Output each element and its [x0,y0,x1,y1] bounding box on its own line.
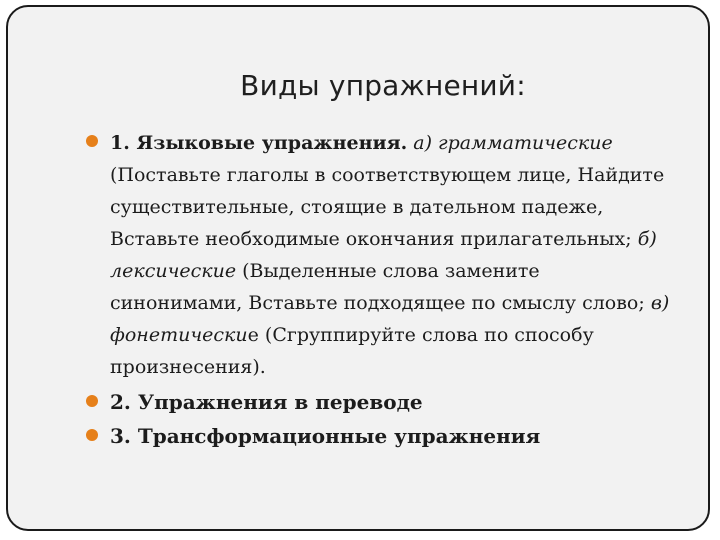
item-text: 3. Трансформационные упражнения [110,424,541,448]
bullet-icon [86,395,98,407]
slide-title: Виды упражнений: [240,69,526,102]
item-text: 2. Упражнения в переводе [110,390,423,414]
item-text-segment: а) грамматические [413,132,613,154]
bullet-icon [86,429,98,441]
item-text-segment: е (Сгруппируйте слова по способу произнесения). [110,324,594,378]
bullet-list [86,127,676,453]
slide-frame [6,5,710,531]
item-text-segment: (Выделенные слова замените синонимами, Вставьте подходящее по смыслу слово; [110,260,651,314]
bullet-icon [86,135,98,147]
list-item [86,419,676,453]
item-text-segment: (Поставьте глаголы в соответствующем лице, Найдите существительные, стоящие в дательном падеже, Вставьте необходимые окончания прилагательных; [110,164,665,250]
item-text-segment: б) лексические [110,228,657,282]
list-item [86,127,676,383]
item-text-segment: в) фонетически [110,292,670,346]
list-item [86,385,676,419]
item-lead: 1. Языковые упражнения. [110,132,408,154]
